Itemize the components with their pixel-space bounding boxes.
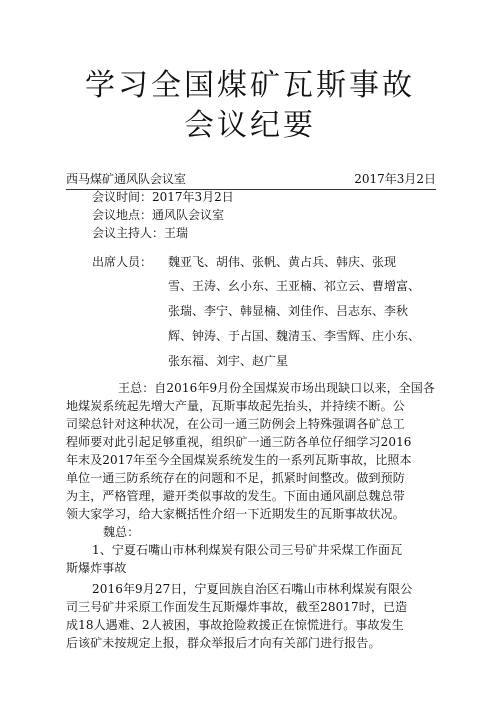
body-text-line: 为主，严格管理，避开类似事故的发生。下面由通风副总魏总带 [66, 489, 405, 503]
body-text-line: 司梁总针对这种状况，在公司一通三防例会上特殊强调各矿总工 [66, 417, 405, 431]
attendees-line: 张东福、刘宇、赵广星 [168, 354, 289, 368]
attendees-line: 雪、王涛、幺小东、王亚楠、祁立云、曹增富、 [168, 279, 421, 293]
document-title-line-1: 学习全国煤矿瓦斯事故 [85, 68, 415, 103]
body-text-line: 领大家学习，给大家概括性介绍一下近期发生的瓦斯事故状况。 [66, 507, 405, 521]
body-text-line: 年末及2017年至今全国煤炭系统发生的一系列瓦斯事故，比照本 [66, 453, 412, 467]
header-date: 2017年3月2日 [354, 172, 436, 186]
attendees-line: 魏亚飞、胡伟、张帆、黄占兵、韩庆、张现 [168, 255, 397, 269]
section-heading: 斯爆炸事故 [66, 561, 127, 575]
attendees-line: 张瑞、李宁、韩显楠、刘佳作、吕志东、李秋 [168, 304, 409, 318]
department-name: 西马煤矿通风队会议室 [66, 172, 187, 186]
body-text-line: 王总：自2016年9月份全国煤炭市场出现缺口以来，全国各 [118, 381, 435, 395]
body-text-line: 后该矿未按规定上报，群众举报后才向有关部门进行报告。 [66, 636, 381, 650]
body-text-line: 司三号矿井采原工作面发生瓦斯爆炸事故，截至28017时，已造 [66, 600, 408, 614]
meeting-time: 会议时间：2017年3月2日 [92, 190, 234, 204]
attendees-label: 出席人员： [92, 255, 153, 269]
meeting-host: 会议主持人：王瑞 [92, 226, 189, 240]
document-title-line-2: 会议纪要 [184, 108, 316, 143]
body-text-line: 成18人遇难、2人被困，事故抢险救援正在惊慌进行。事故发生 [66, 618, 404, 632]
speaker-label: 魏总： [103, 525, 140, 539]
body-text-line: 程师要对此引起足够重视，组织矿一通三防各单位仔细学习2016 [66, 435, 412, 449]
body-text-line: 2016年9月27日，宁夏回族自治区石嘴山市林利煤炭有限公 [92, 582, 413, 596]
body-text-line: 单位一通三防系统存在的问题和不足，抓紧时间整改。做到预防 [66, 471, 405, 485]
body-text-line: 地煤炭系统起先增大产量，瓦斯事故起先抬头，并持续不断。公 [66, 399, 405, 413]
header-row [66, 170, 436, 190]
section-heading: 1、宁夏石嘴山市林利煤炭有限公司三号矿井采煤工作面瓦 [92, 543, 403, 557]
attendees-line: 辉、钟涛、于占国、魏清玉、李雪辉、庄小东、 [168, 329, 421, 343]
meeting-place: 会议地点：通风队会议室 [92, 208, 225, 222]
